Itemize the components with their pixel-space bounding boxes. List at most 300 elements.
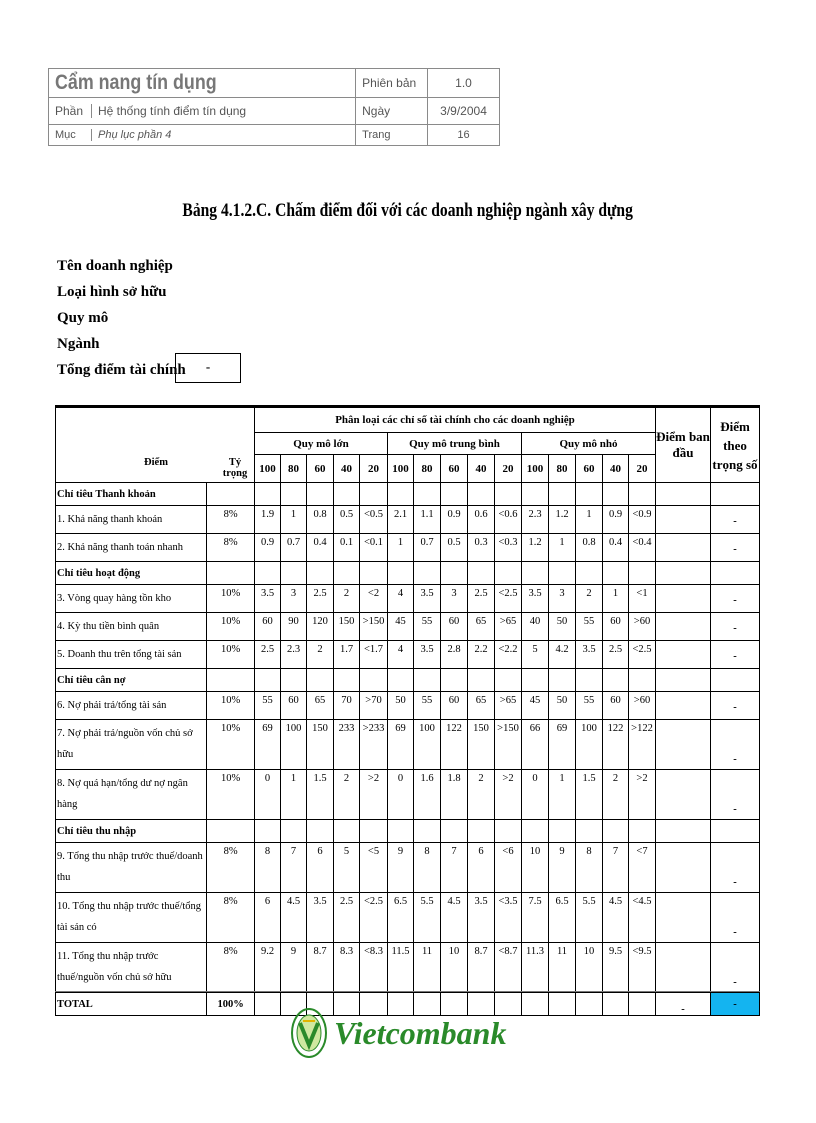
- threshold-value: 100: [414, 720, 441, 770]
- table-row: [56, 613, 760, 641]
- empty-cell: [468, 562, 495, 585]
- threshold-value: 1.7: [334, 641, 360, 669]
- threshold-value: 2.1: [388, 506, 414, 534]
- empty-cell: [629, 562, 656, 585]
- threshold-value: 6.5: [388, 893, 414, 943]
- col-header-diem: [56, 407, 255, 483]
- threshold-value: 0: [255, 770, 281, 820]
- empty-cell: [388, 483, 414, 506]
- threshold-value: 120: [307, 613, 334, 641]
- threshold-value: >65: [495, 692, 522, 720]
- threshold-value: 11.3: [522, 943, 549, 993]
- score-col-header: 100: [388, 455, 414, 483]
- section-heading: Chỉ tiêu Thanh khoản: [56, 483, 207, 506]
- threshold-value: 4.5: [603, 893, 629, 943]
- threshold-value: >150: [495, 720, 522, 770]
- industry-label: Ngành: [57, 336, 100, 352]
- ownership-label: Loại hình sở hữu: [57, 284, 167, 300]
- empty-cell: [495, 562, 522, 585]
- threshold-value: 1.1: [414, 506, 441, 534]
- threshold-value: 0.8: [576, 534, 603, 562]
- threshold-value: 70: [334, 692, 360, 720]
- empty-cell: [711, 483, 760, 506]
- criterion-name: 11. Tổng thu nhập trước thuế/nguồn vốn chủ sở hữu: [56, 943, 207, 993]
- empty-cell: [656, 483, 711, 506]
- empty-cell: [576, 669, 603, 692]
- empty-cell: [549, 820, 576, 843]
- threshold-value: <0.3: [495, 534, 522, 562]
- threshold-value: 69: [388, 720, 414, 770]
- threshold-value: 0.6: [468, 506, 495, 534]
- threshold-value: 9: [549, 843, 576, 893]
- threshold-value: >2: [495, 770, 522, 820]
- empty-cell: [360, 483, 388, 506]
- threshold-value: <8.7: [495, 943, 522, 993]
- threshold-value: 55: [414, 692, 441, 720]
- empty-cell: [441, 820, 468, 843]
- empty-cell: [603, 993, 629, 1016]
- empty-cell: [388, 820, 414, 843]
- initial-score: [656, 506, 711, 534]
- threshold-value: <5: [360, 843, 388, 893]
- threshold-value: <2.5: [629, 641, 656, 669]
- empty-cell: [468, 483, 495, 506]
- threshold-value: >233: [360, 720, 388, 770]
- weighted-score: -: [711, 692, 760, 720]
- threshold-value: 122: [603, 720, 629, 770]
- threshold-value: 3: [281, 585, 307, 613]
- col-header-weight: Tỷ trọng: [222, 457, 248, 479]
- criterion-name: 4. Kỳ thu tiền bình quân: [56, 613, 207, 641]
- criterion-name: 6. Nợ phải trả/tổng tài sản: [56, 692, 207, 720]
- empty-cell: [629, 993, 656, 1016]
- threshold-value: <2.2: [495, 641, 522, 669]
- threshold-value: 7: [441, 843, 468, 893]
- criterion-name: 7. Nợ phải trả/nguồn vốn chủ sở hữu: [56, 720, 207, 770]
- empty-cell: [549, 993, 576, 1016]
- threshold-value: 150: [468, 720, 495, 770]
- threshold-value: 5.5: [414, 893, 441, 943]
- criterion-weight: 10%: [207, 770, 255, 820]
- empty-cell: [656, 820, 711, 843]
- threshold-value: 1.2: [522, 534, 549, 562]
- threshold-value: 60: [441, 692, 468, 720]
- bank-name: Vietcombank: [334, 1014, 507, 1051]
- empty-cell: [522, 562, 549, 585]
- threshold-value: <2.5: [495, 585, 522, 613]
- threshold-value: 2.5: [307, 585, 334, 613]
- score-col-header: 60: [307, 455, 334, 483]
- threshold-value: >2: [629, 770, 656, 820]
- version-label: Phiên bản: [356, 69, 428, 98]
- score-col-header: 80: [281, 455, 307, 483]
- table-row: [56, 585, 760, 613]
- initial-score: [656, 720, 711, 770]
- total-score-label: Tổng điểm tài chính: [57, 362, 186, 378]
- criterion-weight: 10%: [207, 613, 255, 641]
- document-header: [48, 68, 500, 146]
- empty-cell: [522, 993, 549, 1016]
- empty-cell: [711, 669, 760, 692]
- score-col-header: 80: [549, 455, 576, 483]
- threshold-value: 100: [281, 720, 307, 770]
- empty-cell: [495, 669, 522, 692]
- scoring-table: [55, 405, 760, 1016]
- empty-cell: [334, 820, 360, 843]
- initial-score: [656, 613, 711, 641]
- threshold-value: 3.5: [414, 585, 441, 613]
- table-row: [56, 641, 760, 669]
- threshold-value: 55: [576, 692, 603, 720]
- threshold-value: 0.5: [441, 534, 468, 562]
- scale-medium-header: Quy mô trung bình: [388, 433, 522, 455]
- empty-cell: [281, 820, 307, 843]
- criterion-weight: 8%: [207, 843, 255, 893]
- initial-score: [656, 692, 711, 720]
- criterion-name: 10. Tổng thu nhập trước thuế/tổng tài sản có: [56, 893, 207, 943]
- threshold-value: 9.5: [603, 943, 629, 993]
- weighted-score: -: [711, 506, 760, 534]
- threshold-value: <4.5: [629, 893, 656, 943]
- threshold-value: 150: [334, 613, 360, 641]
- weighted-score: -: [711, 641, 760, 669]
- threshold-value: 0.1: [334, 534, 360, 562]
- footer-divider: [55, 991, 760, 992]
- empty-cell: [522, 820, 549, 843]
- threshold-value: 3.5: [307, 893, 334, 943]
- table-row: [56, 534, 760, 562]
- threshold-value: 3.5: [414, 641, 441, 669]
- score-col-header: 40: [603, 455, 629, 483]
- threshold-value: <7: [629, 843, 656, 893]
- threshold-value: <1: [629, 585, 656, 613]
- threshold-value: 1.9: [255, 506, 281, 534]
- threshold-value: 5: [522, 641, 549, 669]
- threshold-value: 8.3: [334, 943, 360, 993]
- col-header-initial: Điểm ban đầu: [656, 407, 711, 483]
- empty-cell: [468, 669, 495, 692]
- item-label: Mục: [55, 129, 92, 141]
- threshold-value: 3.5: [576, 641, 603, 669]
- criterion-weight: 10%: [207, 692, 255, 720]
- empty-cell: [207, 562, 255, 585]
- threshold-value: 1.2: [549, 506, 576, 534]
- empty-cell: [603, 820, 629, 843]
- page-label: Trang: [356, 125, 428, 146]
- total-initial: -: [656, 993, 711, 1016]
- total-label: TOTAL: [56, 993, 207, 1016]
- date-value: 3/9/2004: [428, 98, 500, 125]
- threshold-value: >2: [360, 770, 388, 820]
- empty-cell: [334, 483, 360, 506]
- section-value: Hệ thống tính điểm tín dụng: [98, 104, 247, 118]
- empty-cell: [522, 669, 549, 692]
- threshold-value: 9.2: [255, 943, 281, 993]
- threshold-value: <1.7: [360, 641, 388, 669]
- threshold-value: 2: [468, 770, 495, 820]
- empty-cell: [281, 562, 307, 585]
- empty-cell: [629, 483, 656, 506]
- threshold-value: 6: [468, 843, 495, 893]
- criterion-name: 5. Doanh thu trên tổng tài sản: [56, 641, 207, 669]
- threshold-value: 2.5: [334, 893, 360, 943]
- item-value: Phụ lục phần 4: [98, 129, 172, 141]
- threshold-value: 2.5: [255, 641, 281, 669]
- brand-cell: [49, 69, 356, 98]
- empty-cell: [307, 483, 334, 506]
- score-col-header: 40: [468, 455, 495, 483]
- score-col-header: 60: [576, 455, 603, 483]
- section-heading: Chỉ tiêu cân nợ: [56, 669, 207, 692]
- threshold-value: <0.6: [495, 506, 522, 534]
- weighted-score: -: [711, 585, 760, 613]
- weighted-score: -: [711, 613, 760, 641]
- empty-cell: [603, 483, 629, 506]
- empty-cell: [549, 669, 576, 692]
- threshold-value: 0.9: [603, 506, 629, 534]
- threshold-value: 10: [576, 943, 603, 993]
- threshold-value: 3.5: [522, 585, 549, 613]
- threshold-value: 10: [441, 943, 468, 993]
- criterion-name: 9. Tổng thu nhập trước thuế/doanh thu: [56, 843, 207, 893]
- weighted-score: -: [711, 720, 760, 770]
- criterion-name: 2. Khả năng thanh toán nhanh: [56, 534, 207, 562]
- score-col-header: 100: [522, 455, 549, 483]
- weighted-score: -: [711, 893, 760, 943]
- section-heading: Chỉ tiêu thu nhập: [56, 820, 207, 843]
- threshold-value: >70: [360, 692, 388, 720]
- threshold-value: 8.7: [468, 943, 495, 993]
- threshold-value: 10: [522, 843, 549, 893]
- threshold-value: 100: [576, 720, 603, 770]
- threshold-value: 65: [468, 692, 495, 720]
- threshold-value: <0.9: [629, 506, 656, 534]
- threshold-value: 6.5: [549, 893, 576, 943]
- threshold-value: 4.5: [441, 893, 468, 943]
- col-header-weighted: Điểm theo trọng số: [711, 407, 760, 483]
- threshold-value: 6: [255, 893, 281, 943]
- threshold-value: 90: [281, 613, 307, 641]
- threshold-value: 0.9: [441, 506, 468, 534]
- threshold-value: 11.5: [388, 943, 414, 993]
- threshold-value: 50: [549, 692, 576, 720]
- weighted-score: -: [711, 770, 760, 820]
- threshold-value: >150: [360, 613, 388, 641]
- threshold-value: 65: [307, 692, 334, 720]
- threshold-value: 3: [549, 585, 576, 613]
- threshold-value: 40: [522, 613, 549, 641]
- threshold-value: <6: [495, 843, 522, 893]
- score-col-header: 40: [334, 455, 360, 483]
- table-row: [56, 506, 760, 534]
- threshold-value: 1: [281, 506, 307, 534]
- empty-cell: [629, 820, 656, 843]
- threshold-value: 4.5: [281, 893, 307, 943]
- empty-cell: [711, 562, 760, 585]
- threshold-value: 0.7: [414, 534, 441, 562]
- empty-cell: [549, 483, 576, 506]
- table-row: [56, 943, 760, 993]
- threshold-value: 50: [388, 692, 414, 720]
- empty-cell: [576, 820, 603, 843]
- threshold-value: 2.2: [468, 641, 495, 669]
- score-col-header: 20: [495, 455, 522, 483]
- weighted-score: -: [711, 943, 760, 993]
- threshold-value: 60: [441, 613, 468, 641]
- score-col-header: 80: [414, 455, 441, 483]
- threshold-value: 0.9: [255, 534, 281, 562]
- empty-cell: [255, 669, 281, 692]
- score-col-header: 100: [255, 455, 281, 483]
- section-label: Phần: [55, 104, 92, 118]
- scale-small-header: Quy mô nhỏ: [522, 433, 656, 455]
- threshold-value: 2: [307, 641, 334, 669]
- criterion-name: 1. Khả năng thanh khoản: [56, 506, 207, 534]
- threshold-value: 45: [522, 692, 549, 720]
- threshold-value: 11: [414, 943, 441, 993]
- threshold-value: 2: [334, 585, 360, 613]
- empty-cell: [388, 669, 414, 692]
- threshold-value: 2.8: [441, 641, 468, 669]
- threshold-value: 55: [255, 692, 281, 720]
- criterion-name: 3. Vòng quay hàng tồn kho: [56, 585, 207, 613]
- table-row: [56, 893, 760, 943]
- threshold-value: 60: [603, 692, 629, 720]
- criterion-weight: 10%: [207, 585, 255, 613]
- empty-cell: [495, 483, 522, 506]
- empty-cell: [414, 669, 441, 692]
- threshold-value: 2: [576, 585, 603, 613]
- threshold-value: <3.5: [495, 893, 522, 943]
- version-value: 1.0: [428, 69, 500, 98]
- threshold-value: 9: [281, 943, 307, 993]
- threshold-value: <0.1: [360, 534, 388, 562]
- threshold-value: 2: [603, 770, 629, 820]
- threshold-value: <9.5: [629, 943, 656, 993]
- weighted-score: -: [711, 534, 760, 562]
- initial-score: [656, 585, 711, 613]
- initial-score: [656, 534, 711, 562]
- date-label: Ngày: [356, 98, 428, 125]
- initial-score: [656, 641, 711, 669]
- threshold-value: 4: [388, 641, 414, 669]
- criterion-weight: 8%: [207, 943, 255, 993]
- threshold-value: 7.5: [522, 893, 549, 943]
- threshold-value: 0: [388, 770, 414, 820]
- empty-cell: [281, 669, 307, 692]
- threshold-value: 1: [388, 534, 414, 562]
- initial-score: [656, 843, 711, 893]
- threshold-value: 6: [307, 843, 334, 893]
- threshold-value: 2.3: [281, 641, 307, 669]
- threshold-value: 60: [281, 692, 307, 720]
- empty-cell: [576, 483, 603, 506]
- empty-cell: [468, 820, 495, 843]
- threshold-value: 8: [414, 843, 441, 893]
- vietcombank-emblem-icon: [290, 1007, 328, 1059]
- threshold-value: 0.4: [603, 534, 629, 562]
- col-header-diem-label: Điểm: [144, 457, 168, 468]
- total-weighted: -: [711, 993, 760, 1016]
- empty-cell: [307, 820, 334, 843]
- threshold-value: 150: [307, 720, 334, 770]
- table-row: [56, 843, 760, 893]
- table-row: [56, 770, 760, 820]
- empty-cell: [255, 483, 281, 506]
- criterion-weight: 8%: [207, 534, 255, 562]
- threshold-value: 3.5: [255, 585, 281, 613]
- empty-cell: [255, 820, 281, 843]
- threshold-value: 5.5: [576, 893, 603, 943]
- total-weight: 100%: [207, 993, 255, 1016]
- criterion-weight: 10%: [207, 720, 255, 770]
- table-row: [56, 720, 760, 770]
- empty-cell: [522, 483, 549, 506]
- company-label: Tên doanh nghiệp: [57, 258, 173, 274]
- initial-score: [656, 770, 711, 820]
- threshold-value: <0.4: [629, 534, 656, 562]
- section-cell: [49, 98, 356, 125]
- table-row: [56, 692, 760, 720]
- empty-cell: [334, 562, 360, 585]
- threshold-value: >122: [629, 720, 656, 770]
- threshold-value: 0.4: [307, 534, 334, 562]
- empty-cell: [207, 483, 255, 506]
- empty-cell: [207, 820, 255, 843]
- empty-cell: [307, 669, 334, 692]
- group-header: Phân loại các chỉ số tài chính cho các doanh nghiệp: [255, 407, 656, 433]
- empty-cell: [576, 993, 603, 1016]
- empty-cell: [549, 562, 576, 585]
- empty-cell: [711, 820, 760, 843]
- threshold-value: 8: [255, 843, 281, 893]
- score-col-header: 20: [629, 455, 656, 483]
- threshold-value: 69: [549, 720, 576, 770]
- threshold-value: 0.8: [307, 506, 334, 534]
- threshold-value: 0.5: [334, 506, 360, 534]
- threshold-value: 1: [549, 534, 576, 562]
- empty-cell: [255, 993, 281, 1016]
- empty-cell: [656, 669, 711, 692]
- empty-cell: [255, 562, 281, 585]
- threshold-value: 2.5: [603, 641, 629, 669]
- initial-score: [656, 943, 711, 993]
- empty-cell: [207, 669, 255, 692]
- bank-logo: [290, 1004, 506, 1062]
- empty-cell: [414, 562, 441, 585]
- threshold-value: <0.5: [360, 506, 388, 534]
- empty-cell: [495, 820, 522, 843]
- threshold-value: 1: [576, 506, 603, 534]
- empty-cell: [441, 562, 468, 585]
- score-col-header: 60: [441, 455, 468, 483]
- threshold-value: 0.3: [468, 534, 495, 562]
- threshold-value: 3: [441, 585, 468, 613]
- threshold-value: 7: [281, 843, 307, 893]
- company-info: [57, 253, 186, 383]
- brand-title: Cẩm nang tín dụng: [55, 71, 217, 94]
- criterion-name: 8. Nợ quá hạn/tổng dư nợ ngân hàng: [56, 770, 207, 820]
- empty-cell: [576, 562, 603, 585]
- threshold-value: 69: [255, 720, 281, 770]
- threshold-value: 1: [603, 585, 629, 613]
- threshold-value: 2: [334, 770, 360, 820]
- threshold-value: 5: [334, 843, 360, 893]
- threshold-value: <8.3: [360, 943, 388, 993]
- threshold-value: 60: [603, 613, 629, 641]
- empty-cell: [414, 820, 441, 843]
- threshold-value: 122: [441, 720, 468, 770]
